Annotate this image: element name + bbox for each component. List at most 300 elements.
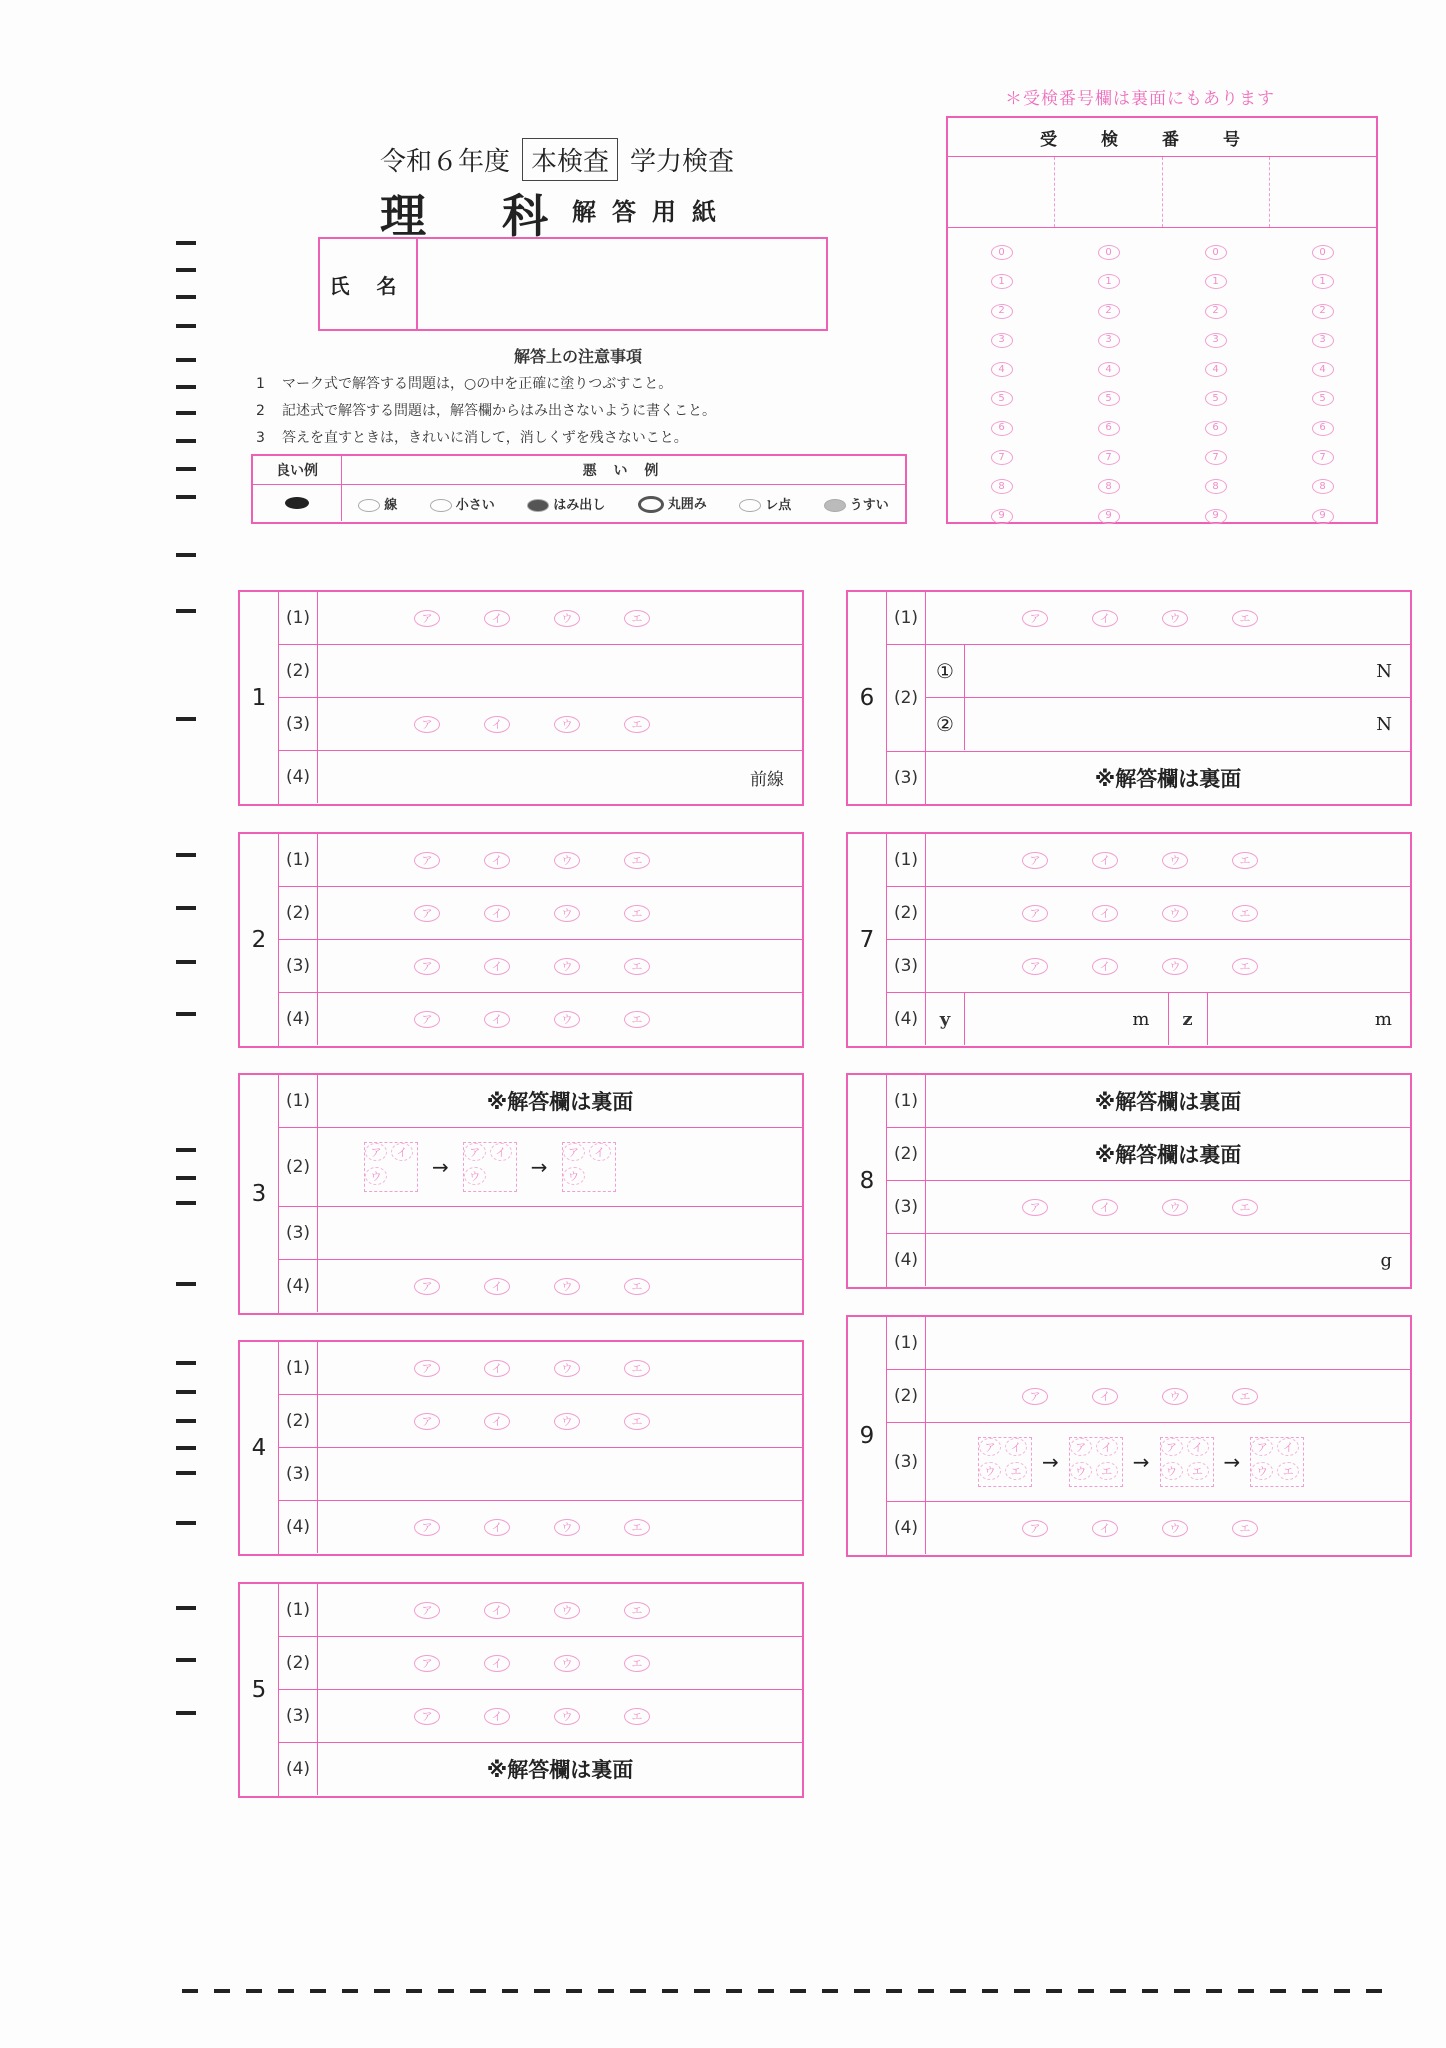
choice-group xyxy=(318,716,650,733)
choice-bubble[interactable]: イ xyxy=(484,1278,510,1295)
digit-bubble[interactable]: 3 xyxy=(1205,333,1227,348)
timing-mark xyxy=(176,1282,196,1286)
question-label: (3) xyxy=(279,1207,318,1259)
timing-mark xyxy=(1302,1989,1318,1993)
order-choice-bubble[interactable]: イ xyxy=(1187,1438,1209,1456)
digit-bubble[interactable]: 5 xyxy=(1312,391,1334,406)
timing-mark xyxy=(950,1989,966,1993)
digit-bubble[interactable]: 1 xyxy=(1312,274,1334,289)
choice-bubble[interactable]: エ xyxy=(624,852,650,869)
section-5 xyxy=(238,1582,804,1798)
choice-bubble[interactable]: ウ xyxy=(1162,610,1188,627)
question-row xyxy=(279,940,802,993)
choice-bubble[interactable]: ア xyxy=(414,905,440,922)
exam-number-write-cell[interactable] xyxy=(1270,157,1376,227)
choice-bubble[interactable]: ア xyxy=(414,1011,440,1028)
timing-mark xyxy=(176,1390,196,1394)
question-row xyxy=(279,1501,802,1553)
exam-number-column xyxy=(1269,238,1376,531)
question-label: (4) xyxy=(887,1502,926,1554)
exam-kind-label: 本検査 xyxy=(522,138,618,181)
order-choice-bubble[interactable]: エ xyxy=(1277,1462,1299,1480)
question-row xyxy=(887,1370,1410,1423)
digit-bubble[interactable]: 4 xyxy=(1312,362,1334,377)
order-choice-bubble[interactable]: イ xyxy=(1277,1438,1299,1456)
unit-label: 前線 xyxy=(750,769,784,790)
bad-example-item xyxy=(358,494,397,513)
exam-number-write-row xyxy=(948,157,1376,228)
exam-number-write-cell[interactable] xyxy=(1163,157,1270,227)
question-label: (2) xyxy=(887,1370,926,1422)
answer-field[interactable] xyxy=(926,1234,1410,1286)
choice-bubble[interactable]: ウ xyxy=(554,905,580,922)
digit-bubble[interactable]: 6 xyxy=(1312,421,1334,436)
timing-mark xyxy=(1014,1989,1030,1993)
choice-bubble[interactable]: ウ xyxy=(554,958,580,975)
timing-mark xyxy=(176,1446,196,1450)
timing-mark xyxy=(502,1989,518,1993)
choice-bubble[interactable]: ア xyxy=(1022,1199,1048,1216)
order-box xyxy=(978,1437,1032,1487)
choice-bubble[interactable]: エ xyxy=(624,1602,650,1619)
choice-bubble[interactable]: エ xyxy=(1232,852,1258,869)
order-choice-bubble[interactable]: ウ xyxy=(563,1167,585,1185)
order-choice-bubble[interactable]: ア xyxy=(1161,1438,1183,1456)
section-number: 4 xyxy=(240,1342,279,1554)
choice-bubble[interactable]: エ xyxy=(624,1708,650,1725)
question-label: (3) xyxy=(279,940,318,992)
choice-bubble[interactable]: イ xyxy=(1092,852,1118,869)
choice-bubble[interactable]: ウ xyxy=(1162,852,1188,869)
digit-bubble[interactable]: 7 xyxy=(1312,450,1334,465)
exam-number-write-cell[interactable] xyxy=(1055,157,1162,227)
choice-bubble[interactable]: イ xyxy=(484,716,510,733)
choice-bubble[interactable]: イ xyxy=(484,1360,510,1377)
choice-group xyxy=(926,1199,1258,1216)
sub-question-label: ① xyxy=(926,645,965,697)
choice-bubble[interactable]: イ xyxy=(484,1413,510,1430)
bad-example-text: 小さい xyxy=(455,497,495,513)
answer-field[interactable] xyxy=(318,1448,802,1500)
bad-example-item xyxy=(739,494,791,513)
choice-bubble[interactable]: イ xyxy=(1092,958,1118,975)
question-row xyxy=(887,940,1410,993)
order-choice-bubble[interactable]: ウ xyxy=(1251,1462,1273,1480)
question-label: (4) xyxy=(887,993,926,1045)
y-label: y xyxy=(926,993,965,1045)
timing-mark xyxy=(176,467,196,471)
choice-bubble[interactable]: エ xyxy=(624,1519,650,1536)
question-label: (2) xyxy=(887,645,926,751)
choice-bubble[interactable]: イ xyxy=(1092,1199,1118,1216)
timing-mark xyxy=(176,553,196,557)
name-input-area[interactable] xyxy=(418,239,826,329)
timing-mark xyxy=(1078,1989,1094,1993)
back-note: ※解答欄は裏面 xyxy=(486,1758,634,1782)
order-choice-bubble[interactable]: ア xyxy=(979,1438,1001,1456)
choice-bubble[interactable]: エ xyxy=(624,1011,650,1028)
timing-mark xyxy=(176,906,196,910)
choice-group xyxy=(318,852,650,869)
choice-bubble[interactable]: エ xyxy=(624,1655,650,1672)
timing-mark xyxy=(918,1989,934,1993)
digit-bubble[interactable]: 0 xyxy=(1312,245,1334,260)
question-row xyxy=(887,752,1410,804)
caution-text: マーク式で解答する問題は，○の中を正確に塗りつぶすこと。 xyxy=(282,376,673,392)
choice-bubble[interactable]: ア xyxy=(414,1519,440,1536)
marking-examples xyxy=(251,454,907,524)
choice-group xyxy=(318,1413,650,1430)
digit-bubble[interactable]: 8 xyxy=(1205,479,1227,494)
exam-number-box xyxy=(946,116,1378,524)
digit-bubble[interactable]: 7 xyxy=(991,450,1013,465)
choice-group xyxy=(318,1519,650,1536)
bad-example-item xyxy=(638,493,707,513)
choice-bubble[interactable]: ウ xyxy=(554,1519,580,1536)
choice-bubble[interactable]: ア xyxy=(414,1655,440,1672)
digit-bubble[interactable]: 5 xyxy=(1205,391,1227,406)
question-row xyxy=(279,887,802,940)
timing-mark xyxy=(662,1989,678,1993)
question-label: (1) xyxy=(279,1075,318,1127)
choice-bubble[interactable]: エ xyxy=(624,716,650,733)
order-box xyxy=(1160,1437,1214,1487)
answer-field[interactable] xyxy=(318,645,802,697)
digit-bubble[interactable]: 5 xyxy=(1098,391,1120,406)
order-choice-bubble[interactable]: イ xyxy=(589,1143,611,1161)
digit-bubble[interactable]: 5 xyxy=(991,391,1013,406)
choice-bubble[interactable]: ウ xyxy=(554,852,580,869)
digit-bubble[interactable]: 0 xyxy=(991,245,1013,260)
answer-field[interactable] xyxy=(965,645,1410,697)
choice-bubble[interactable]: イ xyxy=(484,1602,510,1619)
timing-mark xyxy=(176,358,196,362)
choice-bubble[interactable]: ウ xyxy=(554,1602,580,1619)
choice-bubble[interactable]: ウ xyxy=(554,610,580,627)
choice-bubble[interactable]: ア xyxy=(1022,852,1048,869)
choice-bubble[interactable]: ア xyxy=(1022,610,1048,627)
back-note: ※解答欄は裏面 xyxy=(486,1090,634,1114)
bad-example-item xyxy=(824,494,889,513)
section-3 xyxy=(238,1073,804,1315)
choice-bubble[interactable]: ア xyxy=(414,852,440,869)
timing-mark xyxy=(214,1989,230,1993)
timing-mark xyxy=(438,1989,454,1993)
choice-bubble[interactable]: ア xyxy=(414,610,440,627)
choice-bubble[interactable]: エ xyxy=(624,1413,650,1430)
choice-bubble[interactable]: ア xyxy=(414,958,440,975)
caution-num: 2 xyxy=(256,403,265,419)
digit-bubble[interactable]: 9 xyxy=(1312,509,1334,524)
order-choice-bubble[interactable]: ア xyxy=(563,1143,585,1161)
order-choice-bubble[interactable]: ウ xyxy=(365,1167,387,1185)
choice-bubble[interactable]: イ xyxy=(484,1011,510,1028)
question-label: (1) xyxy=(887,1317,926,1369)
choice-bubble[interactable]: エ xyxy=(1232,905,1258,922)
timing-mark xyxy=(854,1989,870,1993)
choice-group xyxy=(318,905,650,922)
choice-bubble[interactable]: イ xyxy=(484,1708,510,1725)
timing-mark xyxy=(176,1361,196,1365)
exam-number-label: 受検番号 xyxy=(948,118,1376,157)
sub-question-label: ② xyxy=(926,698,965,750)
order-box xyxy=(463,1142,517,1192)
choice-bubble[interactable]: ウ xyxy=(554,1278,580,1295)
order-choice-bubble[interactable]: イ xyxy=(1005,1438,1027,1456)
digit-bubble[interactable]: 8 xyxy=(991,479,1013,494)
answer-field[interactable] xyxy=(318,751,802,803)
choice-bubble[interactable]: イ xyxy=(484,1655,510,1672)
choice-bubble[interactable]: イ xyxy=(484,958,510,975)
timing-mark xyxy=(176,324,196,328)
choice-bubble[interactable]: ア xyxy=(414,1278,440,1295)
choice-group xyxy=(318,1602,650,1619)
bad-example-text: レ点 xyxy=(765,497,792,513)
choice-bubble[interactable]: ウ xyxy=(1162,1520,1188,1537)
exam-number-column xyxy=(1055,238,1162,531)
choice-bubble[interactable]: エ xyxy=(1232,610,1258,627)
choice-group xyxy=(926,905,1258,922)
question-label: (3) xyxy=(279,698,318,750)
answer-field[interactable] xyxy=(926,1317,1410,1369)
question-label: (4) xyxy=(279,993,318,1045)
section-9 xyxy=(846,1315,1412,1557)
choice-bubble[interactable]: ア xyxy=(1022,1520,1048,1537)
timing-mark xyxy=(310,1989,326,1993)
choice-bubble[interactable]: ウ xyxy=(554,1655,580,1672)
choice-bubble[interactable]: ウ xyxy=(554,1413,580,1430)
question-row xyxy=(279,1637,802,1690)
digit-bubble[interactable]: 7 xyxy=(1205,450,1227,465)
digit-bubble[interactable]: 3 xyxy=(1098,333,1120,348)
choice-bubble[interactable]: エ xyxy=(1232,1388,1258,1405)
section-number: 6 xyxy=(848,592,887,804)
unit-label: m xyxy=(1132,1008,1150,1030)
order-choice-bubble[interactable]: ア xyxy=(464,1143,486,1161)
choice-bubble[interactable]: イ xyxy=(1092,610,1118,627)
choice-bubble[interactable]: ア xyxy=(414,1708,440,1725)
timing-mark xyxy=(1270,1989,1286,1993)
bad-example-item xyxy=(527,494,605,513)
digit-bubble[interactable]: 2 xyxy=(1312,304,1334,319)
order-choice-bubble[interactable]: ウ xyxy=(979,1462,1001,1480)
timing-mark xyxy=(246,1989,262,1993)
order-choice-bubble[interactable]: イ xyxy=(391,1143,413,1161)
exam-name-label: 学力検査 xyxy=(630,147,735,177)
choice-bubble[interactable]: ア xyxy=(414,716,440,733)
choice-bubble[interactable]: ウ xyxy=(1162,905,1188,922)
question-row xyxy=(279,1260,802,1312)
order-choice-bubble[interactable]: ア xyxy=(1251,1438,1273,1456)
timing-mark xyxy=(1334,1989,1350,1993)
choice-bubble[interactable]: ウ xyxy=(1162,1388,1188,1405)
faint-mark-icon xyxy=(824,499,846,512)
order-choice-bubble[interactable]: ウ xyxy=(1070,1462,1092,1480)
timing-mark xyxy=(598,1989,614,1993)
order-choice-bubble[interactable]: ウ xyxy=(1161,1462,1183,1480)
digit-bubble[interactable]: 6 xyxy=(991,421,1013,436)
choice-bubble[interactable]: イ xyxy=(484,610,510,627)
choice-bubble[interactable]: ア xyxy=(1022,1388,1048,1405)
section-8 xyxy=(846,1073,1412,1289)
choice-group xyxy=(318,610,650,627)
choice-bubble[interactable]: エ xyxy=(1232,958,1258,975)
digit-bubble[interactable]: 0 xyxy=(1205,245,1227,260)
exam-header xyxy=(380,138,734,181)
unit-label: N xyxy=(1376,660,1392,682)
choice-bubble[interactable]: エ xyxy=(624,610,650,627)
digit-bubble[interactable]: 4 xyxy=(991,362,1013,377)
choice-bubble[interactable]: イ xyxy=(484,905,510,922)
digit-bubble[interactable]: 1 xyxy=(1098,274,1120,289)
question-label: (1) xyxy=(887,592,926,644)
digit-bubble[interactable]: 4 xyxy=(1098,362,1120,377)
order-answer xyxy=(318,1142,616,1192)
answer-field[interactable] xyxy=(965,698,1410,750)
exam-number-write-cell[interactable] xyxy=(948,157,1055,227)
timing-mark xyxy=(176,1012,196,1016)
question-label: (2) xyxy=(279,645,318,697)
cautions xyxy=(248,344,908,454)
digit-bubble[interactable]: 8 xyxy=(1098,479,1120,494)
digit-bubble[interactable]: 6 xyxy=(1205,421,1227,436)
section-2 xyxy=(238,832,804,1048)
question-label: (1) xyxy=(887,834,926,886)
timing-mark xyxy=(176,495,196,499)
choice-bubble[interactable]: イ xyxy=(484,1519,510,1536)
order-choice-bubble[interactable]: エ xyxy=(1187,1462,1209,1480)
choice-bubble[interactable]: エ xyxy=(624,1278,650,1295)
empty-cell xyxy=(589,1167,615,1191)
exam-number-column xyxy=(948,238,1055,531)
timing-mark xyxy=(406,1989,422,1993)
choice-bubble[interactable]: ア xyxy=(414,1602,440,1619)
digit-bubble[interactable]: 8 xyxy=(1312,479,1334,494)
choice-bubble[interactable]: ウ xyxy=(1162,1199,1188,1216)
digit-bubble[interactable]: 1 xyxy=(991,274,1013,289)
choice-bubble[interactable]: イ xyxy=(1092,905,1118,922)
choice-bubble[interactable]: エ xyxy=(1232,1199,1258,1216)
exam-number-bubbles xyxy=(948,228,1376,531)
timing-mark xyxy=(534,1989,550,1993)
order-choice-bubble[interactable]: イ xyxy=(490,1143,512,1161)
choice-bubble[interactable]: ウ xyxy=(554,1708,580,1725)
digit-bubble[interactable]: 0 xyxy=(1098,245,1120,260)
timing-mark xyxy=(176,241,196,245)
caution-item xyxy=(256,427,908,447)
choice-bubble[interactable]: エ xyxy=(624,905,650,922)
digit-bubble[interactable]: 3 xyxy=(1312,333,1334,348)
era-label: 令和６年度 xyxy=(380,147,511,177)
choice-bubble[interactable]: ウ xyxy=(1162,958,1188,975)
choice-bubble[interactable]: ア xyxy=(1022,905,1048,922)
timing-mark xyxy=(694,1989,710,1993)
order-choice-bubble[interactable]: イ xyxy=(1096,1438,1118,1456)
digit-bubble[interactable]: 1 xyxy=(1205,274,1227,289)
bad-example-text: うすい xyxy=(849,497,889,513)
section-number: 2 xyxy=(240,834,279,1046)
question-label: (4) xyxy=(279,1501,318,1553)
digit-bubble[interactable]: 4 xyxy=(1205,362,1227,377)
bad-example-text: 丸囲み xyxy=(667,497,707,512)
line-mark-icon xyxy=(358,499,380,512)
choice-bubble[interactable]: ウ xyxy=(554,1011,580,1028)
question-label: (3) xyxy=(279,1448,318,1500)
choice-bubble[interactable]: ア xyxy=(414,1413,440,1430)
question-label: (3) xyxy=(887,1181,926,1233)
choice-bubble[interactable]: エ xyxy=(624,958,650,975)
order-arrow: → xyxy=(432,1155,449,1179)
bad-example-item xyxy=(430,494,495,513)
order-choice-bubble[interactable]: ウ xyxy=(464,1167,486,1185)
digit-bubble[interactable]: 9 xyxy=(991,509,1013,524)
good-example-label: 良い例 xyxy=(253,456,342,484)
order-choice-bubble[interactable]: ア xyxy=(1070,1438,1092,1456)
order-choice-bubble[interactable]: エ xyxy=(1096,1462,1118,1480)
order-choice-bubble[interactable]: ア xyxy=(365,1143,387,1161)
timing-mark xyxy=(982,1989,998,1993)
question-label: (4) xyxy=(279,751,318,803)
order-choice-bubble[interactable]: エ xyxy=(1005,1462,1027,1480)
digit-bubble[interactable]: 7 xyxy=(1098,450,1120,465)
answer-field-z[interactable] xyxy=(1208,993,1411,1045)
choice-group xyxy=(926,958,1258,975)
answer-field-y[interactable] xyxy=(965,993,1169,1045)
choice-bubble[interactable]: イ xyxy=(1092,1388,1118,1405)
digit-bubble[interactable]: 6 xyxy=(1098,421,1120,436)
digit-bubble[interactable]: 9 xyxy=(1205,509,1227,524)
question-row xyxy=(279,645,802,698)
choice-bubble[interactable]: エ xyxy=(1232,1520,1258,1537)
section-number: 8 xyxy=(848,1075,887,1287)
check-mark-icon xyxy=(739,499,761,512)
choice-bubble[interactable]: ア xyxy=(1022,958,1048,975)
choice-group xyxy=(926,610,1258,627)
timing-mark xyxy=(470,1989,486,1993)
question-label: (1) xyxy=(279,834,318,886)
answer-field[interactable] xyxy=(318,1207,802,1259)
timing-mark xyxy=(176,960,196,964)
choice-bubble[interactable]: イ xyxy=(484,852,510,869)
order-box xyxy=(1250,1437,1304,1487)
question-row xyxy=(279,1207,802,1260)
order-box xyxy=(1069,1437,1123,1487)
z-label: z xyxy=(1169,993,1208,1045)
name-box xyxy=(318,237,828,331)
sheet-title: 解答用紙 xyxy=(572,198,732,226)
bad-example-label: 悪 い 例 xyxy=(582,463,665,479)
choice-bubble[interactable]: ウ xyxy=(554,716,580,733)
exam-number-column xyxy=(1162,238,1269,531)
digit-bubble[interactable]: 9 xyxy=(1098,509,1120,524)
choice-bubble[interactable]: イ xyxy=(1092,1520,1118,1537)
question-row xyxy=(279,834,802,887)
name-label: 氏 名 xyxy=(320,239,418,329)
digit-bubble[interactable]: 2 xyxy=(1205,304,1227,319)
question-label: (1) xyxy=(279,1584,318,1636)
choice-bubble[interactable]: ウ xyxy=(554,1360,580,1377)
choice-group xyxy=(318,958,650,975)
digit-bubble[interactable]: 2 xyxy=(991,304,1013,319)
timing-mark xyxy=(790,1989,806,1993)
digit-bubble[interactable]: 2 xyxy=(1098,304,1120,319)
timing-mark xyxy=(176,411,196,415)
choice-bubble[interactable]: ア xyxy=(414,1360,440,1377)
choice-bubble[interactable]: エ xyxy=(624,1360,650,1377)
digit-bubble[interactable]: 3 xyxy=(991,333,1013,348)
timing-mark xyxy=(566,1989,582,1993)
order-arrow: → xyxy=(1223,1450,1241,1474)
